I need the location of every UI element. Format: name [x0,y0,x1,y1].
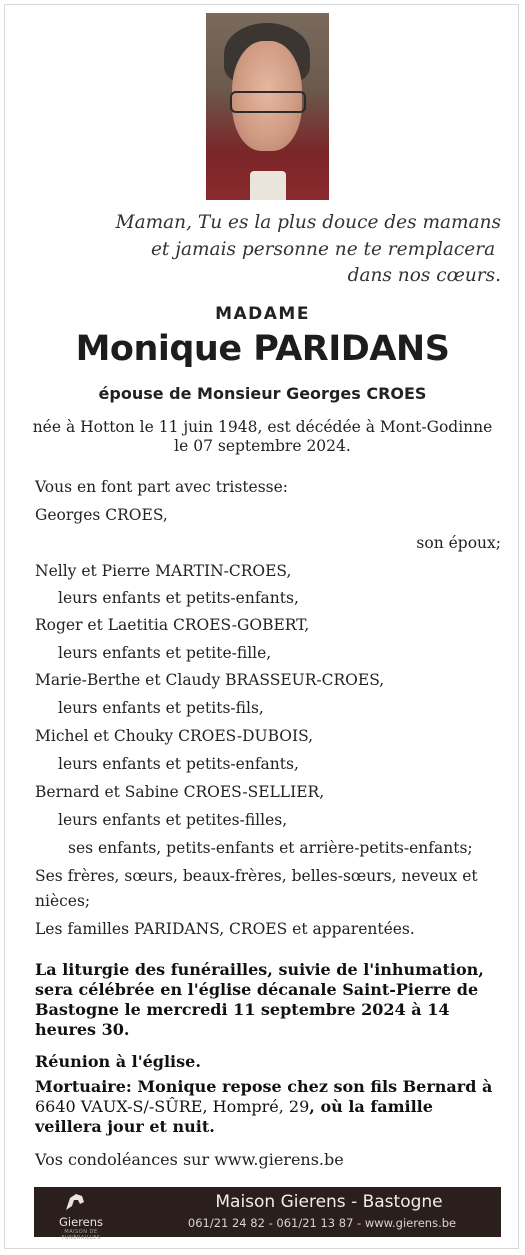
meeting-info: Réunion à l'église. [35,1052,201,1071]
mortuary-address: 6640 VAUX-S/-SÛRE, Hompré, 29 [35,1097,310,1116]
portrait-photo [206,13,329,200]
descendants-line: ses enfants, petits-enfants et arrière-petits-enfants; [68,839,473,857]
condolences-link[interactable]: Vos condoléances sur www.gierens.be [35,1150,344,1169]
funeral-home-banner[interactable] [34,1187,501,1241]
mortuary-lead: Mortuaire: Monique repose chez son fils Bernard à [35,1077,493,1096]
child-descendants: leurs enfants et petites-filles, [58,811,288,829]
deceased-name: Monique PARIDANS [75,329,450,369]
quote-line: Maman, Tu es la plus douce des mamans [115,212,501,233]
husband-name: Georges CROES, [35,506,168,524]
siblings-line: Ses frères, sœurs, beaux-frères, belles-sœurs, neveux et [35,867,478,885]
child-couple: Bernard et Sabine CROES-SELLIER, [35,783,325,801]
birth-death-info [0,418,525,456]
portrait-collar [250,171,286,200]
funeral-home-contacts: 061/21 24 82 - 061/21 13 87 - www.gierens.be [187,1216,457,1230]
death-line: le 07 septembre 2024. [174,437,351,455]
child-descendants: leurs enfants et petits-fils, [58,699,264,717]
child-descendants: leurs enfants et petits-enfants, [58,589,299,607]
child-descendants: leurs enfants et petits-enfants, [58,755,299,773]
child-descendants: leurs enfants et petite-fille, [58,644,272,662]
mortuary-tail: , où la famille veillera jour et nuit. [35,1097,433,1136]
siblings-line-cont: nièces; [35,892,91,910]
spouse-line: épouse de Monsieur Georges CROES [98,384,427,403]
funeral-home-title: Maison Gierens - Bastogne [215,1192,443,1212]
child-couple: Marie-Berthe et Claudy BRASSEUR-CROES, [35,671,385,689]
child-couple: Michel et Chouky CROES-DUBOIS, [35,727,314,745]
memorial-quote [116,210,501,290]
child-couple: Nelly et Pierre MARTIN-CROES, [35,562,292,580]
logo-text: Gierens [58,1215,103,1229]
quote-line: et jamais personne ne te remplacera [150,238,501,260]
gierens-logo-icon [64,1192,86,1212]
birth-line: née à Hotton le 11 juin 1948, est décédée à Mont-Godinne [32,418,493,436]
logo-subtitle: MAISON DE FUNÉRAILLES [61,1229,101,1241]
families-line: Les familles PARIDANS, CROES et apparentées. [35,920,415,938]
portrait-glasses [230,91,306,113]
child-couple: Roger et Laetitia CROES-GOBERT, [35,616,310,634]
quote-line: dans nos cœurs. [347,265,501,286]
ceremony-info: La liturgie des funérailles, suivie de l'inhumation, sera célébrée en l'église décanale Saint-Pierre de Bastogne le mercredi 11 septembre 2024 à 14 heures 30. [35,960,484,1039]
honorific: MADAME [215,304,310,324]
mortuary-info [35,1077,505,1137]
husband-role: son époux; [416,534,501,552]
family-intro: Vous en font part avec tristesse: [35,478,289,496]
